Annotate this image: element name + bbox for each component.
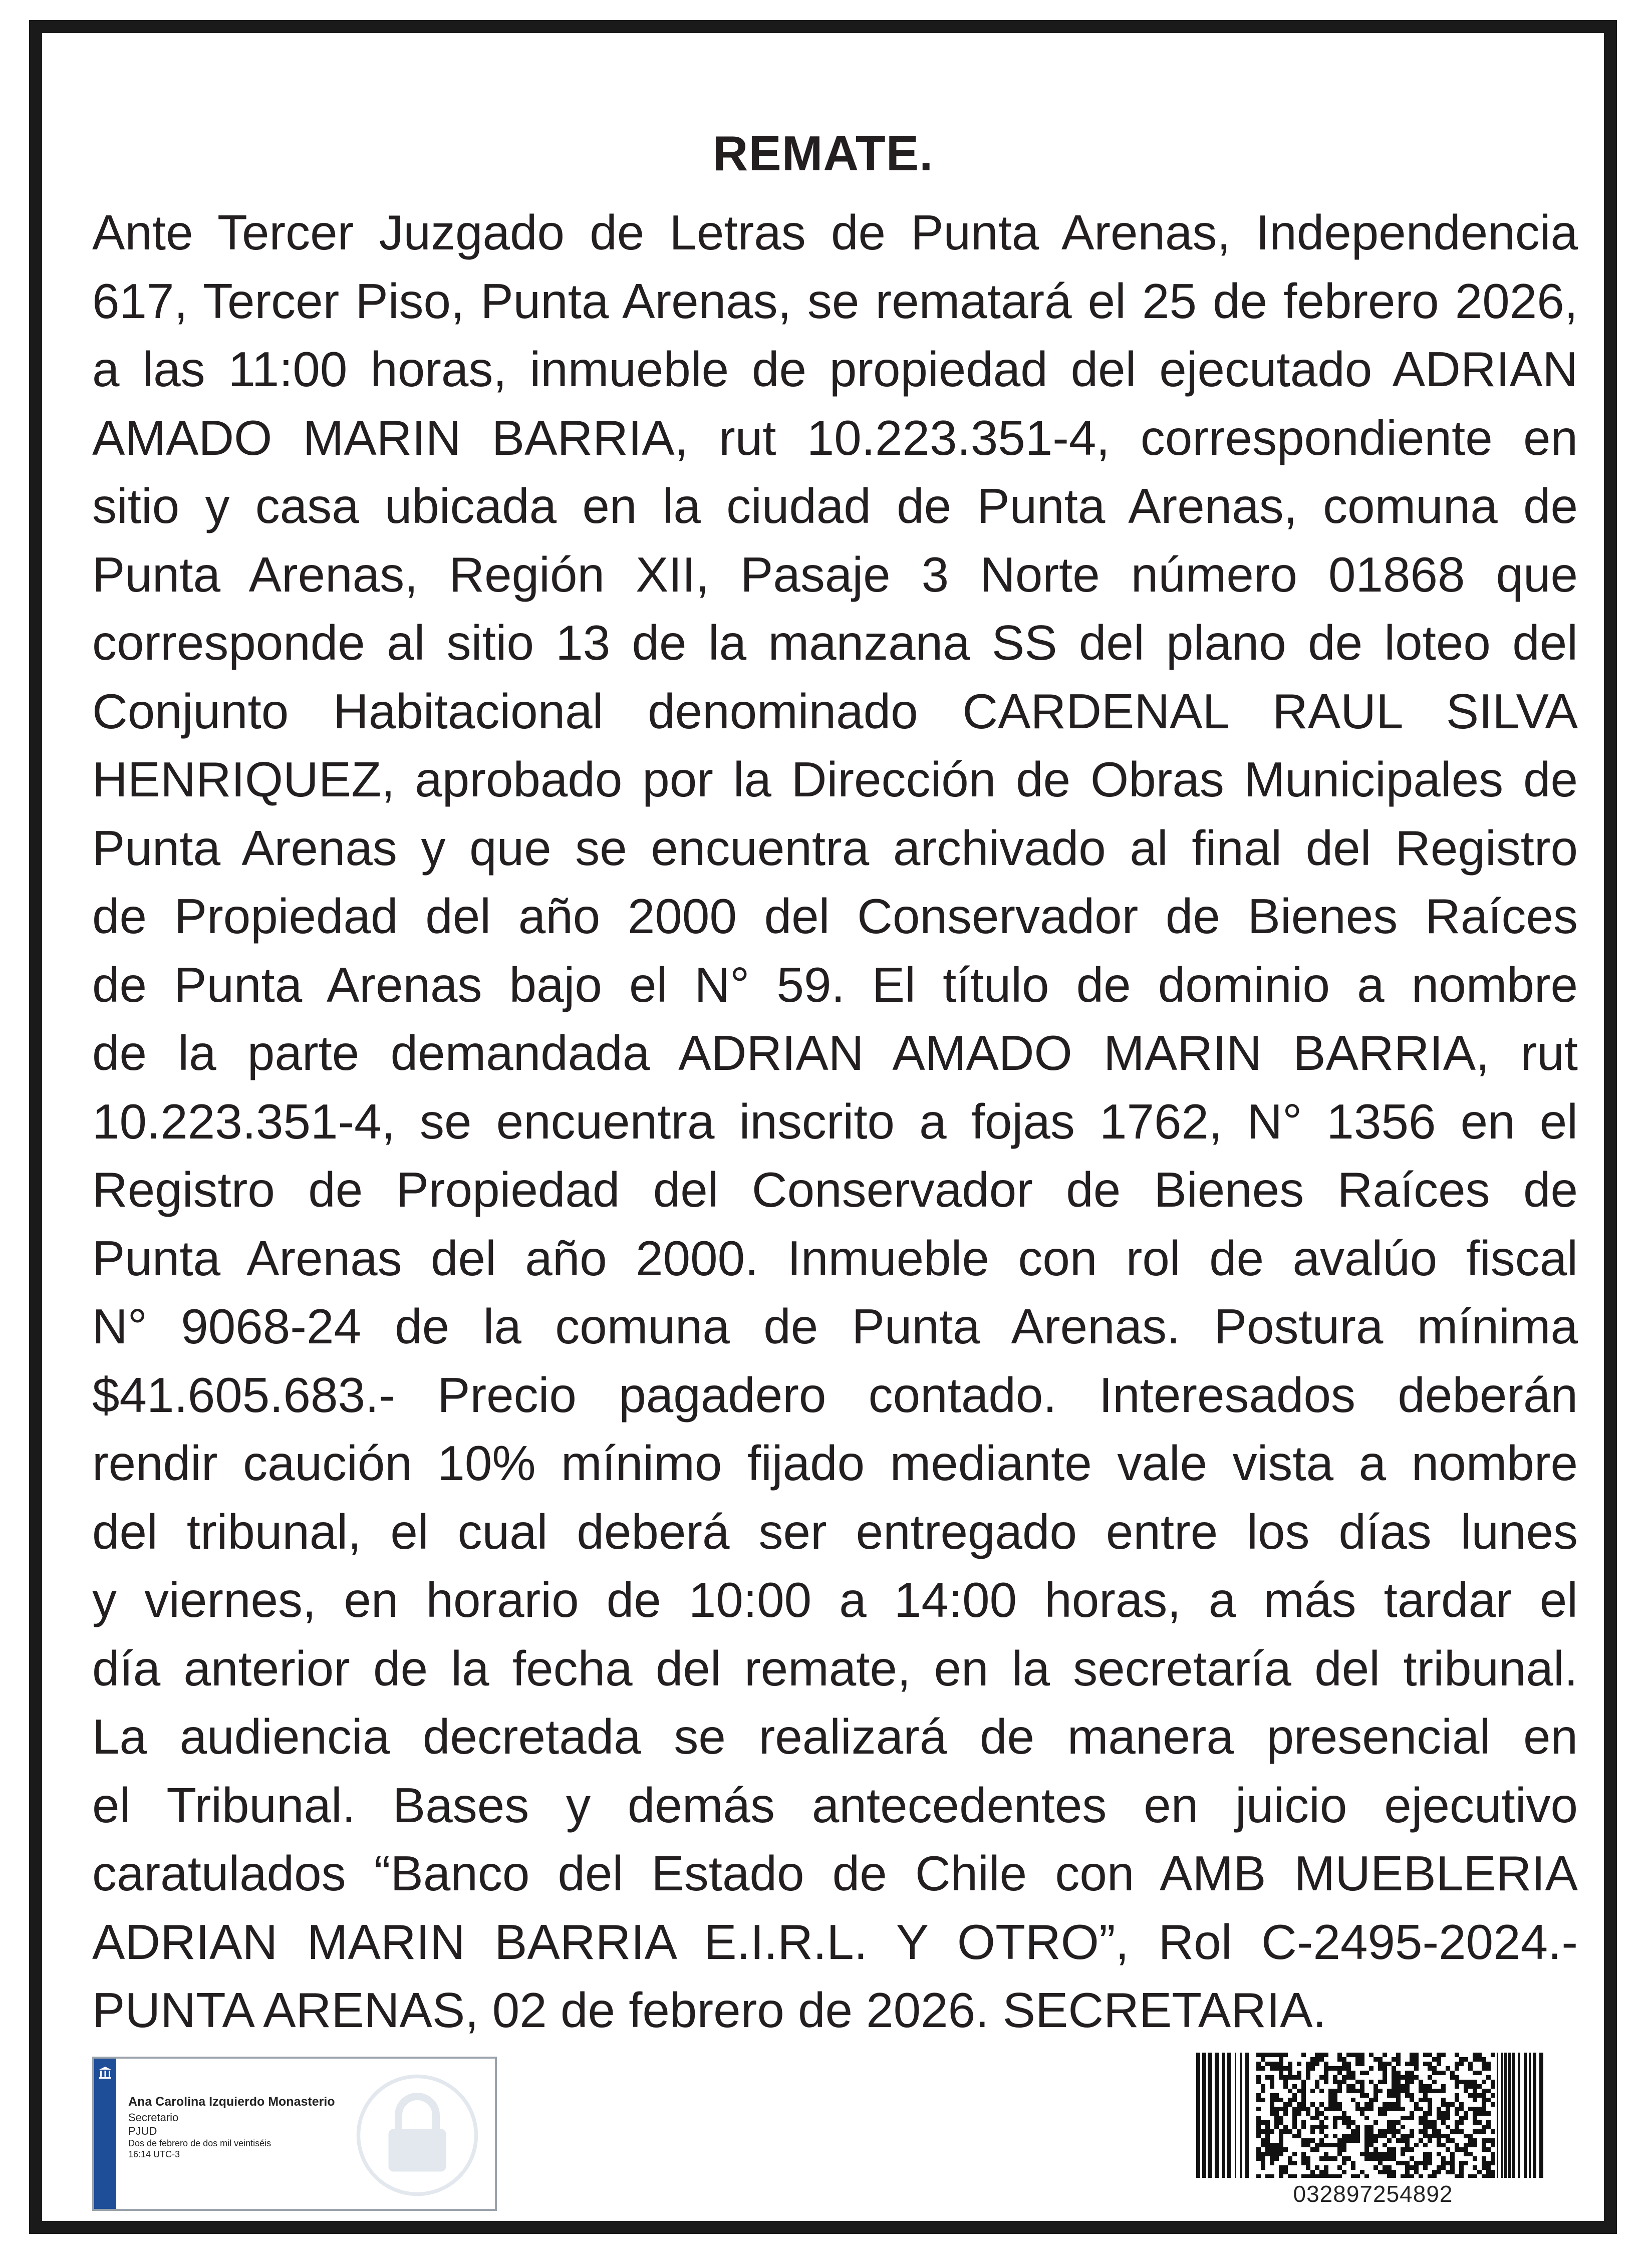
signature-stripe <box>94 2059 116 2209</box>
signer-name: Ana Carolina Izquierdo Monasterio <box>128 2095 335 2109</box>
notice-line: rendir caución 10% mínimo fijado mediante vale vista a nombre <box>92 1436 1578 1491</box>
notice-line: Punta Arenas y que se encuentra archivado al final del Registro <box>92 820 1578 876</box>
notice-frame <box>29 20 1617 2234</box>
notice-line: Punta Arenas, Región XII, Pasaje 3 Norte número 01868 que <box>92 546 1578 602</box>
signature-details <box>128 2093 335 2160</box>
barcode-number: 032897254892 <box>1293 2181 1453 2207</box>
signature-time: 16:14 UTC-3 <box>128 2149 180 2159</box>
courthouse-icon <box>97 2065 113 2081</box>
notice-line: Registro de Propiedad del Conservador de Bienes Raíces de <box>92 1162 1578 1217</box>
notice-line: $41.605.683.- Precio pagadero contado. Interesados deberán <box>92 1367 1578 1423</box>
notice-line: de Propiedad del año 2000 del Conservador de Bienes Raíces <box>92 889 1578 944</box>
notice-line: el Tribunal. Bases y demás antecedentes en juicio ejecutivo <box>92 1777 1578 1833</box>
signer-org: PJUD <box>128 2125 157 2137</box>
notice-line: 617, Tercer Piso, Punta Arenas, se rematará el 25 de febrero 2026, <box>92 273 1578 329</box>
notice-line: PUNTA ARENAS, 02 de febrero de 2026. SECRETARIA. <box>92 1982 1326 2038</box>
notice-line: corresponde al sitio 13 de la manzana SS del plano de loteo del <box>92 615 1578 670</box>
signature-date: Dos de febrero de dos mil veintiséis <box>128 2138 271 2148</box>
notice-line: a las 11:00 horas, inmueble de propiedad del ejecutado ADRIAN <box>92 342 1578 397</box>
barcode-graphic <box>1196 2053 1550 2178</box>
lock-icon <box>355 2073 480 2198</box>
notice-body <box>92 198 1578 2045</box>
electronic-signature-box <box>92 2057 497 2211</box>
notice-line: AMADO MARIN BARRIA, rut 10.223.351-4, correspondiente en <box>92 410 1578 465</box>
verification-barcode <box>1196 2053 1550 2218</box>
notice-line: del tribunal, el cual deberá ser entregado entre los días lunes <box>92 1504 1578 1559</box>
notice-line: caratulados “Banco del Estado de Chile con AMB MUEBLERIA <box>92 1846 1578 1901</box>
notice-line: Conjunto Habitacional denominado CARDENAL RAUL SILVA <box>92 683 1578 739</box>
notice-line: Ante Tercer Juzgado de Letras de Punta Arenas, Independencia <box>92 205 1578 260</box>
notice-line: sitio y casa ubicada en la ciudad de Punta Arenas, comuna de <box>92 478 1578 533</box>
notice-title: REMATE. <box>712 126 934 181</box>
notice-line: N° 9068-24 de la comuna de Punta Arenas. Postura mínima <box>92 1299 1578 1354</box>
notice-line: de la parte demandada ADRIAN AMADO MARIN BARRIA, rut <box>92 1025 1578 1080</box>
notice-line: 10.223.351-4, se encuentra inscrito a fojas 1762, N° 1356 en el <box>92 1093 1578 1149</box>
notice-line: Punta Arenas del año 2000. Inmueble con rol de avalúo fiscal <box>92 1230 1578 1286</box>
notice-line: día anterior de la fecha del remate, en la secretaría del tribunal. <box>92 1640 1578 1696</box>
notice-line: y viernes, en horario de 10:00 a 14:00 horas, a más tardar el <box>92 1572 1578 1627</box>
notice-line: HENRIQUEZ, aprobado por la Dirección de Obras Municipales de <box>92 752 1578 807</box>
signer-role: Secretario <box>128 2111 179 2124</box>
notice-line: de Punta Arenas bajo el N° 59. El título de dominio a nombre <box>92 957 1578 1012</box>
notice-line: La audiencia decretada se realizará de manera presencial en <box>92 1709 1578 1764</box>
notice-line: ADRIAN MARIN BARRIA E.I.R.L. Y OTRO”, Rol C-2495-2024.- <box>92 1914 1578 1969</box>
